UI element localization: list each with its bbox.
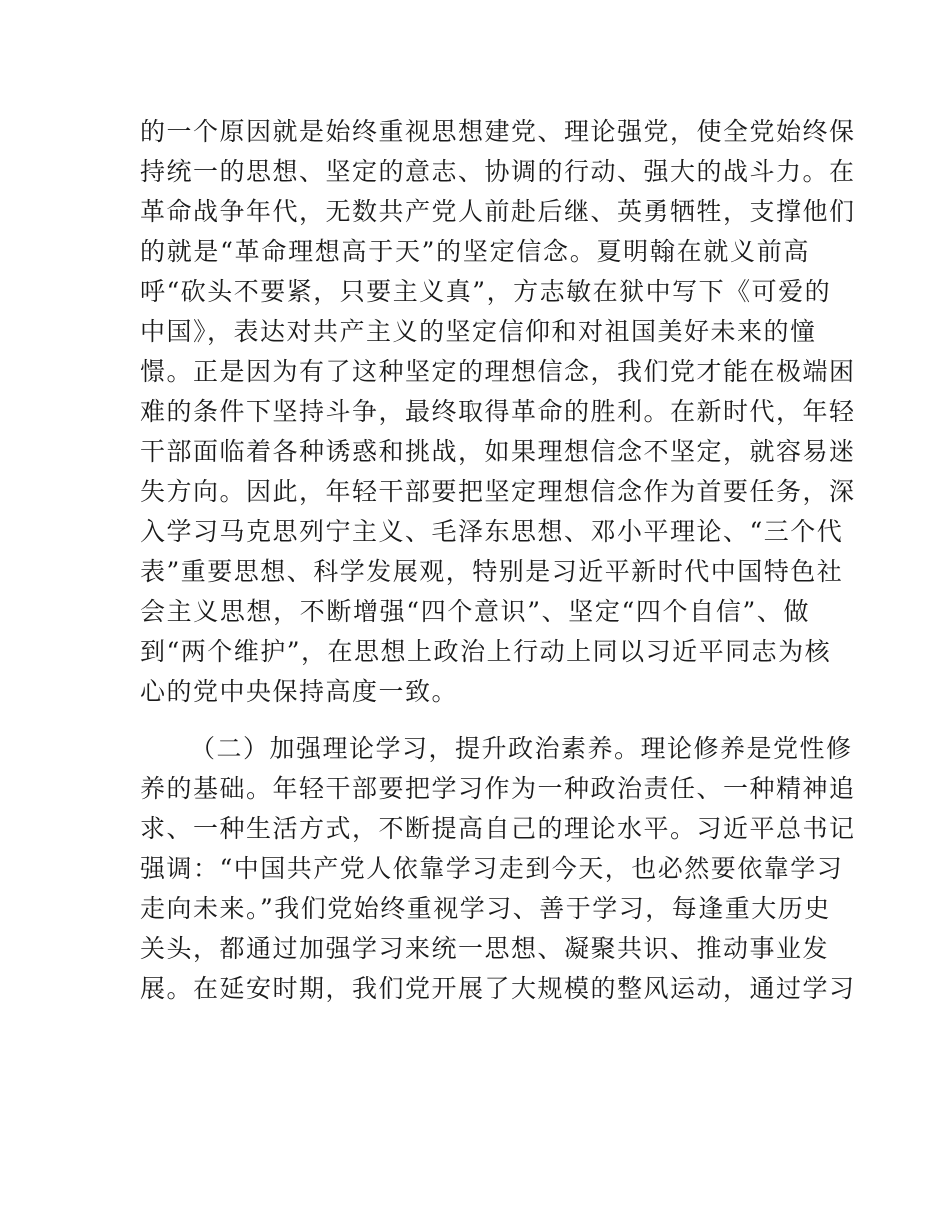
paragraph-line: 求、一种生活方式，不断提高自己的理论水平。习近平总书记 <box>140 814 856 843</box>
paragraph-line: 到“两个维护”，在思想上政治上行动上同以习近平同志为核 <box>140 637 832 666</box>
paragraph-line: 憬。正是因为有了这种坚定的理想信念，我们党才能在极端困 <box>140 357 856 386</box>
paragraph-2 <box>140 729 856 1009</box>
paragraph-line: 的就是“革命理想高于天”的坚定信念。夏明翰在就义前高 <box>140 237 810 266</box>
paragraph-spacer <box>140 712 810 729</box>
paragraph-line: 革命战争年代，无数共产党人前赴后继、英勇牺牲，支撑他们 <box>140 197 856 226</box>
paragraph-1 <box>140 112 856 712</box>
paragraph-line: 养的基础。年轻干部要把学习作为一种政治责任、一种精神追 <box>140 774 856 803</box>
paragraph-line: 难的条件下坚持斗争，最终取得革命的胜利。在新时代，年轻 <box>140 397 856 426</box>
paragraph-line: 干部面临着各种诱惑和挑战，如果理想信念不坚定，就容易迷 <box>140 437 856 466</box>
section-heading-line: （二）加强理论学习，提升政治素养。理论修养是党性修 <box>190 734 853 763</box>
paragraph-line: 会主义思想，不断增强“四个意识”、坚定“四个自信”、做 <box>140 597 810 626</box>
paragraph-line: 心的党中央保持高度一致。 <box>140 677 459 706</box>
paragraph-line: 关头，都通过加强学习来统一思想、凝聚共识、推动事业发 <box>140 934 830 963</box>
document-body <box>140 112 856 1009</box>
paragraph-line: 走向未来。”我们党始终重视学习、善于学习，每逢重大历史 <box>140 894 831 923</box>
paragraph-line: 中国》，表达对共产主义的坚定信仰和对祖国美好未来的憧 <box>140 317 817 346</box>
paragraph-line: 失方向。因此，年轻干部要把坚定理想信念作为首要任务，深 <box>140 477 856 506</box>
paragraph-line: 的一个原因就是始终重视思想建党、理论强党，使全党始终保 <box>140 117 856 146</box>
paragraph-line: 展。在延安时期，我们党开展了大规模的整风运动，通过学习 <box>140 974 856 1003</box>
paragraph-line: 强调：“中国共产党人依靠学习走到今天，也必然要依靠学习 <box>140 854 844 883</box>
paragraph-line: 入学习马克思列宁主义、毛泽东思想、邓小平理论、“三个代 <box>140 517 844 546</box>
paragraph-line: 持统一的思想、坚定的意志、协调的行动、强大的战斗力。在 <box>140 157 856 186</box>
paragraph-line: 呼“砍头不要紧，只要主义真”，方志敏在狱中写下《可爱的 <box>140 277 832 306</box>
paragraph-line: 表”重要思想、科学发展观，特别是习近平新时代中国特色社 <box>140 557 844 586</box>
